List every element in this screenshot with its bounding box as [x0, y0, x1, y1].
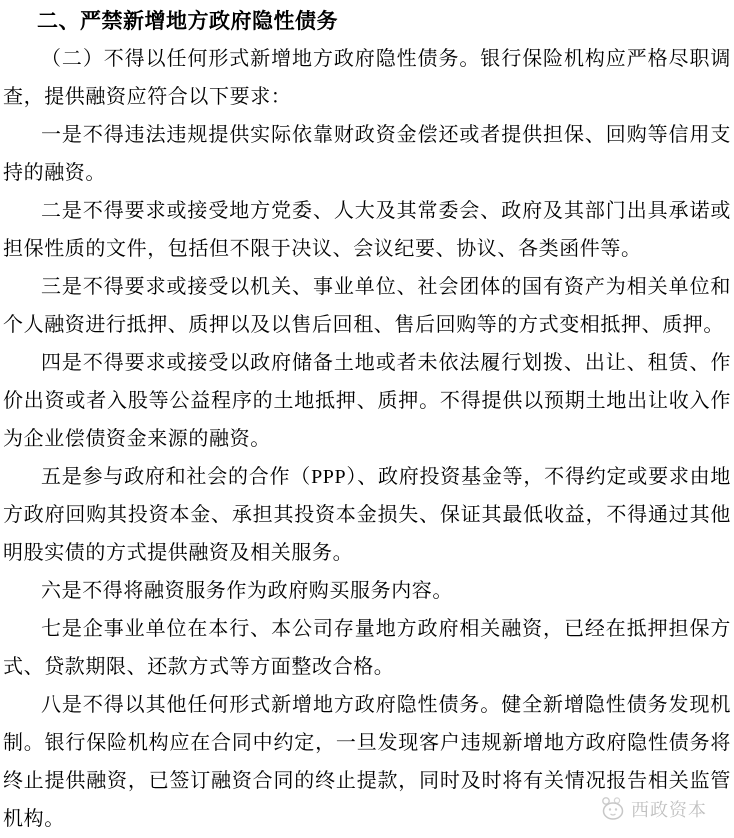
- document-paragraph-item-7: 七是企事业单位在本行、本公司存量地方政府相关融资，已经在抵押担保方式、贷款期限、还款方式等方面整改合格。: [3, 618, 731, 678]
- document-paragraph-item-8: 八是不得以其他任何形式新增地方政府隐性债务。健全新增隐性债务发现机制。银行保险机构应在合同中约定，一旦发现客户违规新增地方政府隐性债务将终止提供融资，已签订融资合同的终止提款，同时及时将有关情况报告相关监管机构。: [3, 694, 731, 830]
- document-paragraph-item-5: 五是参与政府和社会的合作（PPP）、政府投资基金等，不得约定或要求由地方政府回购其投资本金、承担其投资本金损失、保证其最低收益，不得通过其他明股实债的方式提供融资及相关服务。: [3, 466, 731, 564]
- document-paragraph-item-1: 一是不得违法违规提供实际依靠财政资金偿还或者提供担保、回购等信用支持的融资。: [3, 124, 731, 184]
- document-paragraph-item-4: 四是不得要求或接受以政府储备土地或者未依法履行划拨、出让、租赁、作价出资或者入股等公益程序的土地抵押、质押。不得提供以预期土地出让收入作为企业偿债资金来源的融资。: [3, 352, 731, 450]
- document-paragraph-item-2: 二是不得要求或接受地方党委、人大及其常委会、政府及其部门出具承诺或担保性质的文件，包括但不限于决议、会议纪要、协议、各类函件等。: [3, 200, 731, 260]
- document-paragraph-intro: （二）不得以任何形式新增地方政府隐性债务。银行保险机构应严格尽职调查，提供融资应符合以下要求：: [3, 48, 731, 108]
- document-paragraph-item-3: 三是不得要求或接受以机关、事业单位、社会团体的国有资产为相关单位和个人融资进行抵押、质押以及以售后回租、售后回购等的方式变相抵押、质押。: [3, 276, 731, 336]
- watermark-text: 西政资本: [631, 800, 707, 820]
- document-paragraph-item-6: 六是不得将融资服务作为政府购买服务内容。: [41, 580, 453, 602]
- section-heading: 二、严禁新增地方政府隐性债务: [37, 9, 338, 33]
